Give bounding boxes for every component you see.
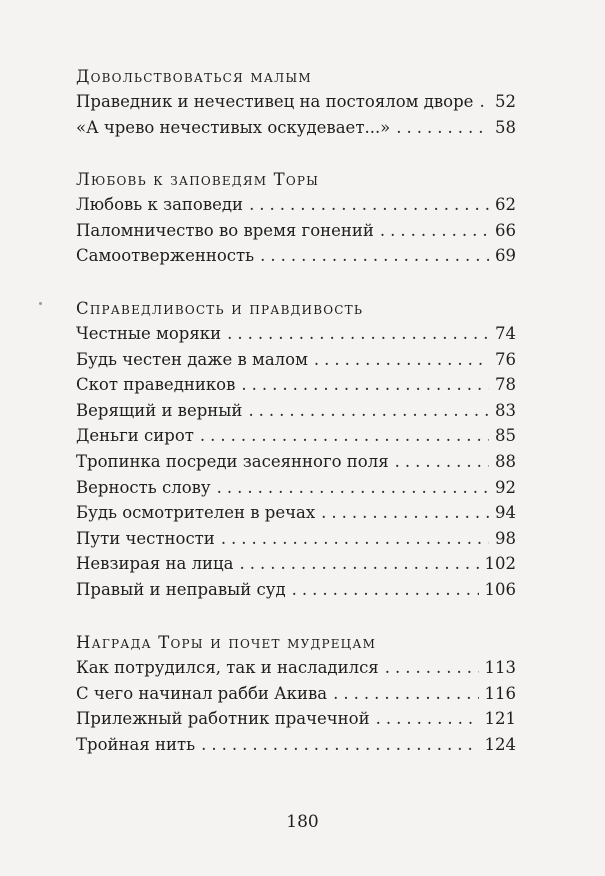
entry-page-number: 76 [495, 349, 516, 369]
toc-entry [76, 526, 516, 552]
entry-title: Праведник и нечестивец на постоялом дворе [76, 92, 474, 111]
entry-page-number: 74 [495, 324, 516, 343]
toc-entry [76, 449, 516, 475]
entry-title: Скот праведников [76, 375, 236, 395]
toc-section-2 [76, 167, 516, 269]
entry-page-number: 83 [495, 400, 516, 420]
toc-entry [76, 243, 516, 269]
dot-leader [221, 526, 489, 552]
dot-leader [479, 89, 489, 115]
toc-entry [76, 372, 516, 398]
entry-page-number: 113 [484, 658, 516, 677]
entry-title: «А чрево нечестивых оскудевает...» [76, 117, 391, 137]
dot-leader [380, 218, 489, 244]
toc-entry [76, 681, 516, 707]
toc-entry [76, 321, 516, 347]
entry-page-number: 52 [495, 92, 516, 111]
toc-entry [76, 577, 516, 603]
toc-entry [76, 192, 516, 218]
entry-page-number: 66 [495, 220, 516, 240]
toc-section-4 [76, 630, 516, 757]
entry-title: Паломничество во время гонений [76, 220, 374, 240]
entry-page-number: 58 [495, 117, 516, 137]
dot-leader [396, 115, 489, 141]
entry-title: Честные моряки [76, 324, 222, 343]
entry-page-number: 98 [495, 528, 516, 548]
section-heading: Довольствоваться малым [76, 67, 312, 86]
entry-title: Невзирая на лица [76, 554, 234, 574]
entry-page-number: 116 [484, 683, 516, 703]
toc-section-3 [76, 296, 516, 603]
dot-leader [241, 372, 489, 398]
dot-leader [200, 423, 489, 449]
section-heading: Любовь к заповедям Торы [76, 170, 320, 189]
entry-page-number: 92 [495, 477, 516, 497]
entry-title: Верность слову [76, 477, 211, 497]
margin-speck [39, 302, 42, 305]
entry-title: С чего начинал рабби Акива [76, 683, 328, 703]
entry-title: Тропинка посреди засеянного поля [76, 451, 389, 471]
dot-leader [217, 475, 489, 501]
toc-section-1 [76, 64, 516, 140]
dot-leader [249, 192, 489, 218]
entry-title: Пути честности [76, 528, 215, 548]
entry-page-number: 102 [484, 554, 516, 574]
entry-title: Прилежный работник прачечной [76, 709, 370, 729]
dot-leader [376, 706, 479, 732]
dot-leader [260, 243, 489, 269]
entry-title: Самоотверженность [76, 246, 255, 266]
dot-leader [321, 500, 489, 526]
entry-title: Тройная нить [76, 734, 196, 754]
entry-page-number: 124 [484, 734, 516, 754]
entry-title: Как потрудился, так и насладился [76, 658, 379, 677]
dot-leader [201, 732, 478, 758]
toc-entry [76, 218, 516, 244]
entry-title: Будь честен даже в малом [76, 349, 308, 369]
toc-entry [76, 89, 516, 115]
entry-page-number: 78 [495, 375, 516, 395]
page-number: 180 [286, 812, 319, 832]
entry-page-number: 106 [484, 579, 516, 599]
toc-entry [76, 551, 516, 577]
dot-leader [314, 347, 489, 373]
entry-title: Любовь к заповеди [76, 195, 244, 214]
dot-leader [385, 655, 479, 681]
toc-entry [76, 398, 516, 424]
toc-entry [76, 655, 516, 681]
entry-page-number: 88 [495, 451, 516, 471]
section-heading: Награда Торы и почет мудрецам [76, 633, 377, 652]
entry-page-number: 62 [495, 195, 516, 214]
toc-entry [76, 500, 516, 526]
toc-entry [76, 475, 516, 501]
toc-entry [76, 706, 516, 732]
entry-page-number: 94 [495, 503, 516, 523]
entry-page-number: 121 [484, 709, 516, 729]
entry-title: Правый и неправый суд [76, 579, 286, 599]
dot-leader [395, 449, 489, 475]
toc-entry [76, 732, 516, 758]
dot-leader [240, 551, 479, 577]
dot-leader [248, 398, 489, 424]
entry-page-number: 69 [495, 246, 516, 266]
dot-leader [333, 681, 478, 707]
toc-entry [76, 423, 516, 449]
entry-title: Деньги сирот [76, 426, 194, 446]
section-heading: Справедливость и правдивость [76, 299, 364, 318]
entry-title: Верящий и верный [76, 400, 243, 420]
entry-title: Будь осмотрителен в речах [76, 503, 316, 523]
dot-leader [292, 577, 479, 603]
toc-entry [76, 115, 516, 141]
entry-page-number: 85 [495, 426, 516, 446]
toc-entry [76, 347, 516, 373]
dot-leader [227, 321, 489, 347]
